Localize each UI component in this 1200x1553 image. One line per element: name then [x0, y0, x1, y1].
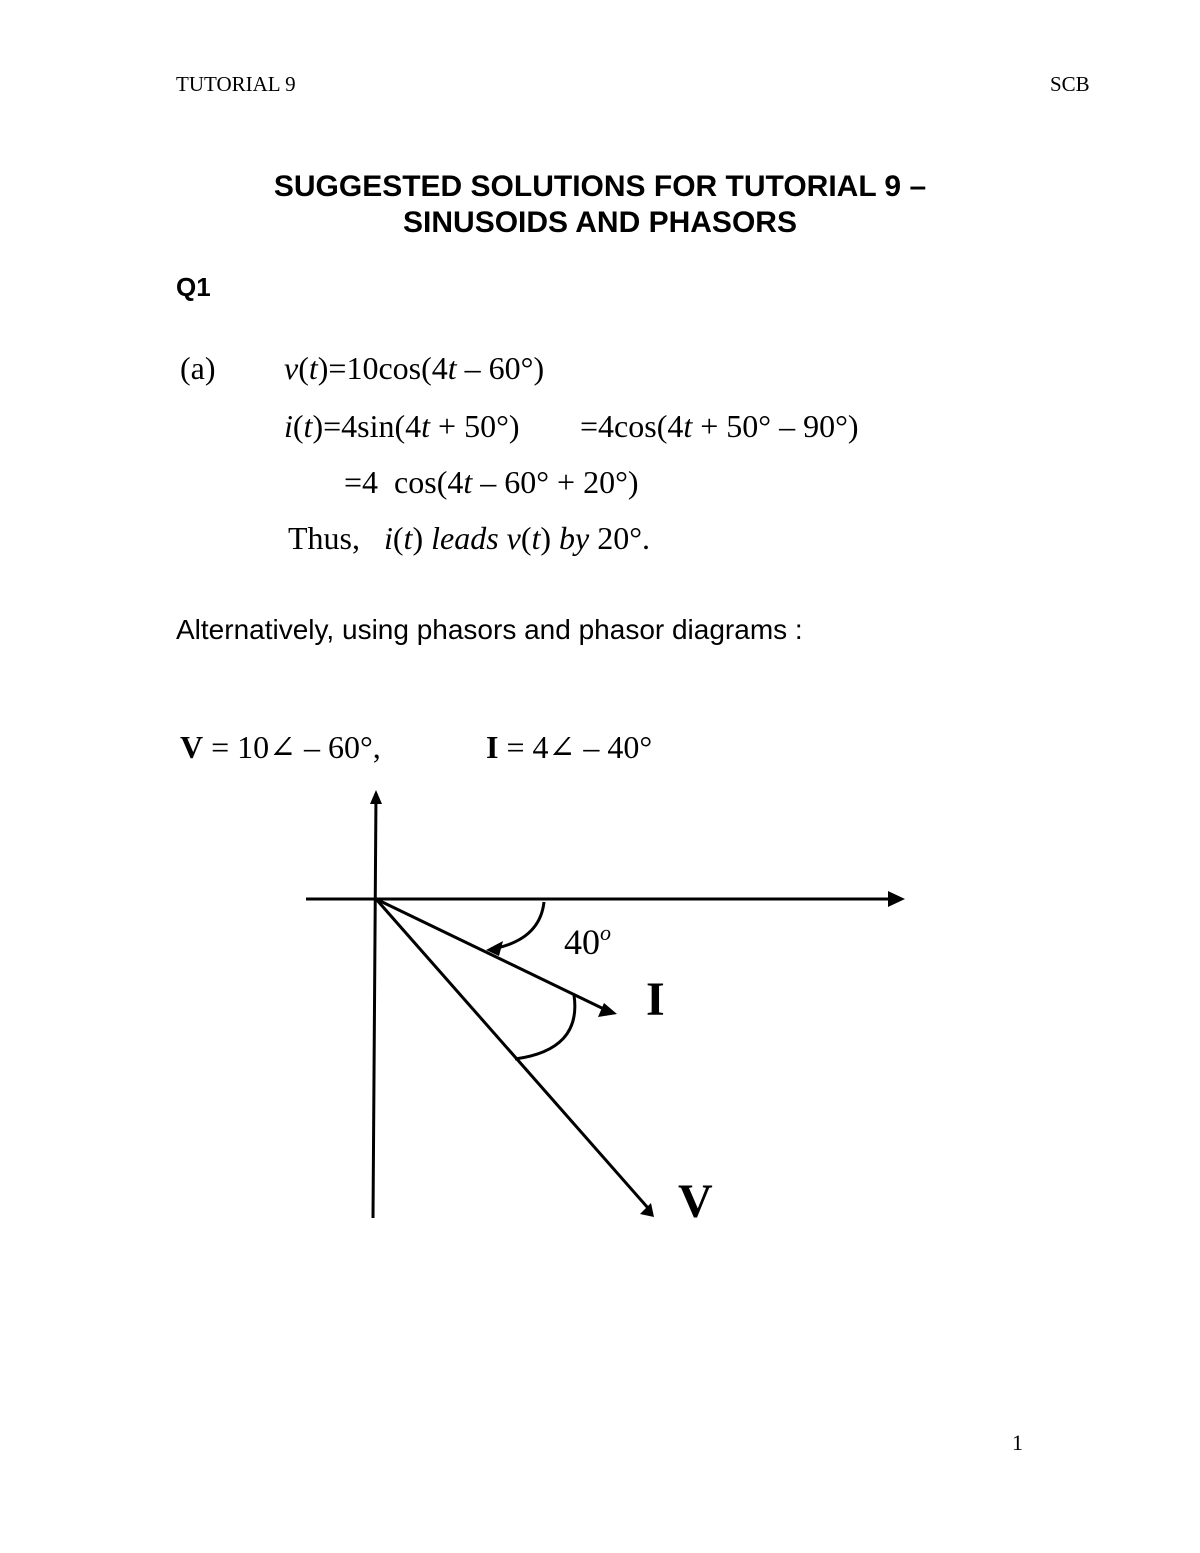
equation-i-t-cos-form: =4cos(4t + 50° – 90°)	[580, 408, 859, 444]
part-label: (a)	[180, 350, 216, 386]
document-title-line2: SINUSOIDS AND PHASORS	[403, 206, 797, 239]
question-label: Q1	[176, 272, 211, 302]
header-left: TUTORIAL 9	[176, 72, 296, 96]
angle-label: 40$^o$	[564, 920, 611, 962]
vertical-axis	[373, 793, 376, 1218]
phasor-v-label: V	[678, 1175, 713, 1228]
equation-i-t: i(t)=4sin(4t + 50°)	[284, 408, 520, 444]
phasor-i-value: I = 4∠ – 40°	[486, 729, 653, 765]
header-right: SCB	[1050, 72, 1090, 96]
equation-v-t: v(t)=10cos(4t – 60°)	[284, 350, 545, 386]
phasor-i-arrow-icon	[598, 1003, 617, 1017]
page-number: 1	[1012, 1430, 1023, 1455]
phasor-i-label: I	[646, 973, 665, 1026]
vertical-axis-arrow-icon	[370, 790, 382, 804]
angle-arc-40	[497, 902, 544, 948]
equation-i-t-rewritten: =4 cos(4t – 60° + 20°)	[344, 464, 639, 500]
horizontal-axis-arrow-icon	[888, 891, 905, 907]
document-title-line1: SUGGESTED SOLUTIONS FOR TUTORIAL 9 –	[273, 170, 927, 203]
conclusion-line: Thus, i(t) leads v(t) by 20°.	[288, 520, 651, 556]
phasor-v-value: V = 10∠ – 60°,	[180, 729, 381, 765]
alternative-text: Alternatively, using phasors and phasor diagrams :	[176, 614, 803, 645]
angle-arc-20	[515, 995, 575, 1059]
